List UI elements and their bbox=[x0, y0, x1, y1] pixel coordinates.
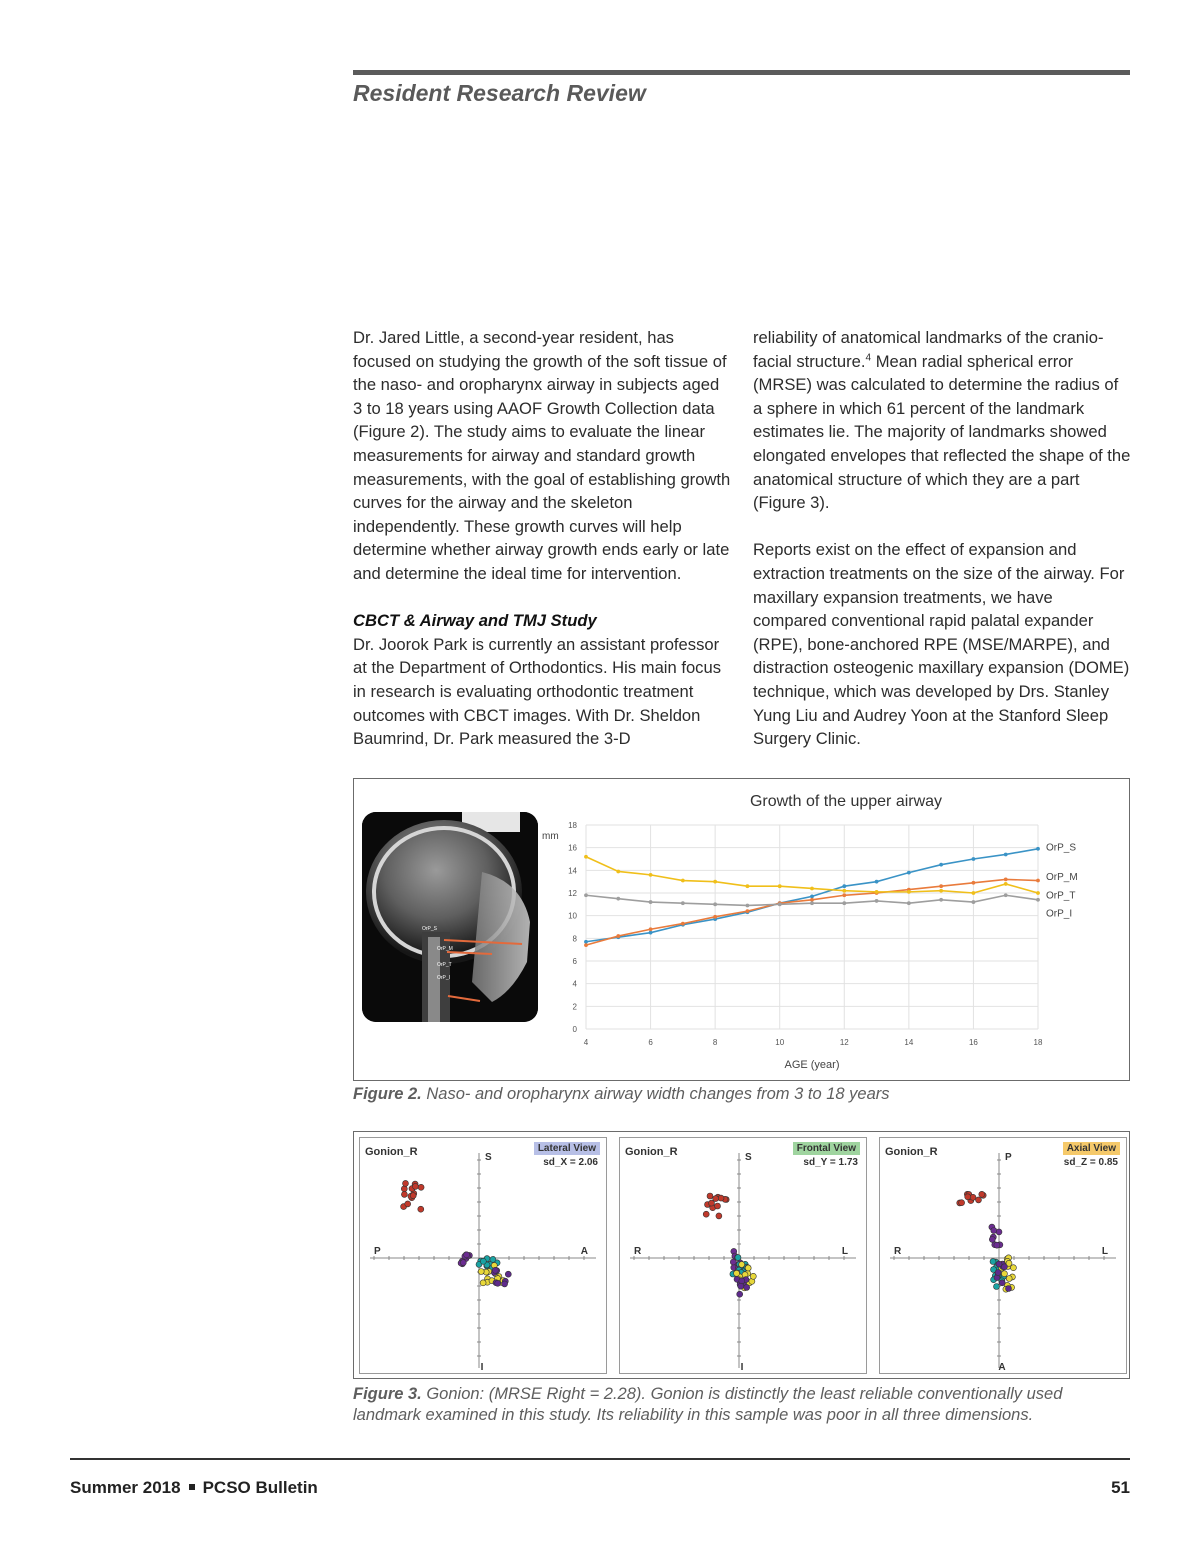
x-tick-label: 14 bbox=[904, 1038, 914, 1047]
axis-label-bottom: A bbox=[998, 1362, 1006, 1373]
y-tick-label: 0 bbox=[572, 1025, 577, 1034]
footer-publication: Summer 2018 PCSO Bulletin bbox=[70, 1478, 318, 1497]
scatter-point bbox=[502, 1281, 508, 1287]
scatter-point bbox=[480, 1280, 486, 1286]
y-tick-label: 16 bbox=[568, 843, 577, 853]
scatter-point bbox=[739, 1262, 745, 1268]
sd-value: sd_X = 2.06 bbox=[543, 1157, 598, 1168]
scatter-point bbox=[999, 1280, 1005, 1286]
scatter-point bbox=[750, 1273, 756, 1279]
legend-orp_m: OrP_M bbox=[1046, 872, 1078, 884]
scatter-point bbox=[1001, 1271, 1007, 1277]
scatter-point bbox=[403, 1180, 409, 1186]
x-axis-label: AGE (year) bbox=[784, 1059, 840, 1071]
axis-label-left: P bbox=[374, 1246, 381, 1257]
data-point bbox=[972, 881, 976, 885]
scatter-point bbox=[492, 1267, 498, 1273]
data-point bbox=[939, 884, 943, 888]
scatter-point bbox=[734, 1270, 740, 1276]
data-point bbox=[875, 899, 879, 903]
legend-orp_t: OrP_T bbox=[1046, 890, 1076, 902]
figure-3-caption: Figure 3. Gonion: (MRSE Right = 2.28). Gonion is distinctly the least reliable conventionally used landmark examined in this study. Its reliability in this sample was poor in all three dimensions. bbox=[353, 1385, 1063, 1424]
scatter-point bbox=[490, 1256, 496, 1262]
data-point bbox=[713, 915, 717, 919]
scatter-point bbox=[418, 1206, 424, 1212]
axis-label-bottom: I bbox=[480, 1362, 484, 1373]
axis-label-bottom: I bbox=[740, 1362, 744, 1373]
data-point bbox=[810, 895, 814, 899]
data-point bbox=[649, 927, 653, 931]
scatter-point bbox=[735, 1255, 741, 1261]
data-point bbox=[713, 902, 717, 906]
data-point bbox=[616, 870, 620, 874]
data-point bbox=[939, 898, 943, 902]
data-point bbox=[972, 857, 976, 861]
axis-label-top: P bbox=[1005, 1152, 1012, 1163]
data-point bbox=[842, 884, 846, 888]
figure-3 bbox=[353, 1131, 1130, 1379]
panel-axial-view bbox=[879, 1137, 1127, 1374]
scatter-point bbox=[965, 1194, 971, 1200]
scatter-point bbox=[715, 1203, 721, 1209]
axis-label-right: A bbox=[580, 1246, 588, 1257]
data-point bbox=[1036, 847, 1040, 851]
data-point bbox=[616, 897, 620, 901]
data-point bbox=[972, 900, 976, 904]
scatter-point bbox=[989, 1236, 995, 1242]
x-tick-label: 16 bbox=[968, 1038, 978, 1047]
scatter-point bbox=[460, 1260, 466, 1266]
data-point bbox=[939, 863, 943, 867]
chart-title: Growth of the upper airway bbox=[749, 793, 943, 810]
data-point bbox=[649, 873, 653, 877]
data-point bbox=[842, 901, 846, 905]
data-point bbox=[1004, 878, 1008, 882]
left-column bbox=[353, 326, 731, 751]
data-point bbox=[584, 855, 588, 859]
paragraph-mrse: reliability of anatomical landmarks of the cranio-facial structure.$^4$ Mean radial spherical error (MRSE) was calculated to determine the radius of a sphere in which 61 percent of the landmark estimates lie. The majority of landmarks showed elongated envelopes that reflected the shape of the anatomical structure of which they are a part (Figure 3). bbox=[753, 328, 1131, 513]
scatter-point bbox=[505, 1271, 511, 1277]
scatter-point bbox=[994, 1284, 1000, 1290]
figure-2-caption: Figure 2. Naso- and oropharynx airway width changes from 3 to 18 years bbox=[353, 1085, 890, 1103]
data-point bbox=[746, 904, 750, 908]
scatter-point bbox=[979, 1191, 985, 1197]
footnote-ref: 4 bbox=[865, 352, 872, 364]
y-tick-label: 6 bbox=[572, 957, 577, 966]
data-point bbox=[810, 898, 814, 902]
data-point bbox=[1036, 879, 1040, 883]
y-tick-label: 14 bbox=[568, 866, 577, 876]
xray-label-m: OrP_M bbox=[437, 946, 453, 952]
scatter-point bbox=[478, 1269, 484, 1275]
scatter-point bbox=[480, 1258, 486, 1264]
x-tick-label: 12 bbox=[839, 1038, 849, 1047]
data-point bbox=[907, 901, 911, 905]
data-point bbox=[616, 934, 620, 938]
data-point bbox=[907, 890, 911, 894]
x-tick-label: 4 bbox=[583, 1038, 589, 1047]
scatter-point bbox=[412, 1183, 418, 1189]
data-point bbox=[1004, 893, 1008, 897]
panel-title: Gonion_R bbox=[625, 1146, 678, 1158]
data-point bbox=[649, 931, 653, 935]
scatter-point bbox=[1006, 1286, 1012, 1292]
scatter-point bbox=[495, 1280, 501, 1286]
view-badge: Axial View bbox=[1063, 1142, 1120, 1155]
x-tick-label: 10 bbox=[775, 1038, 785, 1047]
panel-title: Gonion_R bbox=[885, 1146, 938, 1158]
y-tick-label: 18 bbox=[568, 821, 577, 830]
section-title: Resident Research Review bbox=[353, 80, 646, 106]
scatter-point bbox=[990, 1259, 996, 1265]
xray-label-i: OrP_I bbox=[437, 975, 451, 981]
paragraph-park: Dr. Joorok Park is currently an assistant professor at the Department of Orthodontics. His main focus in research is evaluating orthodontic treatment outcomes with CBCT images. With Dr. Sheldon Baumrind, Dr. Park measured the 3-D bbox=[353, 634, 721, 749]
data-point bbox=[1004, 882, 1008, 886]
panel-title: Gonion_R bbox=[365, 1146, 418, 1158]
data-point bbox=[746, 884, 750, 888]
axis-label-left: R bbox=[894, 1246, 902, 1257]
scatter-point bbox=[418, 1184, 424, 1190]
sd-value: sd_Y = 1.73 bbox=[803, 1157, 858, 1168]
data-point bbox=[713, 880, 717, 884]
data-point bbox=[1004, 853, 1008, 857]
scatter-point bbox=[405, 1201, 411, 1207]
xray-label-t: OrP_T bbox=[437, 962, 452, 968]
data-point bbox=[681, 922, 685, 926]
scatter-point bbox=[745, 1265, 751, 1271]
data-point bbox=[1036, 898, 1040, 902]
view-badge: Lateral View bbox=[534, 1142, 600, 1155]
data-point bbox=[649, 900, 653, 904]
data-point bbox=[810, 887, 814, 891]
cephalometric-xray bbox=[362, 812, 538, 1022]
subhead-cbct: CBCT & Airway and TMJ Study bbox=[353, 611, 597, 631]
paragraph-expansion: Reports exist on the effect of expansion and extraction treatments on the size of the airway. For maxillary expansion treatments, we have compared conventional rapid palatal expander (RPE), bone-anchored RPE (MSE/MARPE), and distraction osteogenic maxillary expansion (DOME) technique, which was developed by Drs. Stanley Yung Liu and Audrey Yoon at the Stanford Sleep Surgery Clinic. bbox=[753, 540, 1130, 749]
scatter-point bbox=[994, 1242, 1000, 1248]
axis-label-left: R bbox=[634, 1246, 642, 1257]
scatter-point bbox=[959, 1200, 965, 1206]
data-point bbox=[907, 871, 911, 875]
legend-orp_i: OrP_I bbox=[1046, 908, 1073, 920]
scatter-point bbox=[1001, 1264, 1007, 1270]
x-tick-label: 8 bbox=[712, 1038, 718, 1047]
scatter-point bbox=[716, 1213, 722, 1219]
scatter-point bbox=[464, 1252, 470, 1258]
scatter-point bbox=[738, 1283, 744, 1289]
data-point bbox=[810, 901, 814, 905]
footer-rule bbox=[70, 1458, 1130, 1460]
y-tick-label: 10 bbox=[568, 911, 577, 921]
scatter-point bbox=[707, 1193, 713, 1199]
data-point bbox=[972, 891, 976, 895]
data-point bbox=[584, 943, 588, 947]
axis-label-right: L bbox=[841, 1246, 848, 1257]
scatter-point bbox=[410, 1193, 416, 1199]
data-point bbox=[939, 889, 943, 893]
x-tick-label: 18 bbox=[1033, 1038, 1043, 1047]
data-point bbox=[842, 889, 846, 893]
legend-orp_s: OrP_S bbox=[1046, 842, 1077, 854]
figure-2 bbox=[353, 778, 1130, 1081]
y-tick-label: 12 bbox=[568, 889, 577, 898]
top-rule bbox=[353, 70, 1130, 75]
data-point bbox=[778, 902, 782, 906]
scatter-point bbox=[744, 1284, 750, 1290]
scatter-point bbox=[995, 1270, 1001, 1276]
paragraph-little: Dr. Jared Little, a second-year resident, has focused on studying the growth of the soft tissue of the naso- and oropharynx airway in subjects aged 3 to 18 years using AAOF Growth Collection data (Figure 2). The study aims to evaluate the linear measurements for airway and standard growth measurements, with the goal of establishing growth curves for the airway and the skeleton independently. These growth curves will help determine whether airway growth ends early or late and determine the ideal time for intervention. bbox=[353, 328, 731, 583]
y-axis-label: mm bbox=[542, 831, 559, 842]
scatter-point bbox=[401, 1186, 407, 1192]
data-point bbox=[875, 880, 879, 884]
data-point bbox=[584, 940, 588, 944]
data-point bbox=[1036, 891, 1040, 895]
scatter-point bbox=[713, 1196, 719, 1202]
panel-frontal-view bbox=[619, 1137, 867, 1374]
data-point bbox=[681, 879, 685, 883]
scatter-point bbox=[996, 1261, 1002, 1267]
axis-label-top: S bbox=[745, 1152, 752, 1163]
view-badge: Frontal View bbox=[793, 1142, 860, 1155]
scatter-point bbox=[737, 1291, 743, 1297]
airway-growth-chart bbox=[540, 781, 1128, 1077]
page-number: 51 bbox=[1111, 1478, 1130, 1497]
data-point bbox=[584, 893, 588, 897]
data-point bbox=[746, 909, 750, 913]
data-point bbox=[875, 890, 879, 894]
sd-value: sd_Z = 0.85 bbox=[1063, 1157, 1118, 1168]
xray-label-s: OrP_S bbox=[422, 926, 438, 932]
scatter-point bbox=[401, 1191, 407, 1197]
scatter-point bbox=[703, 1211, 709, 1217]
data-point bbox=[681, 901, 685, 905]
scatter-point bbox=[1006, 1276, 1012, 1282]
data-point bbox=[842, 893, 846, 897]
scatter-point bbox=[991, 1228, 997, 1234]
y-tick-label: 8 bbox=[572, 934, 577, 944]
panel-lateral-view bbox=[359, 1137, 607, 1374]
x-tick-label: 6 bbox=[648, 1038, 653, 1047]
axis-label-right: L bbox=[1101, 1246, 1108, 1257]
data-point bbox=[778, 884, 782, 888]
y-tick-label: 2 bbox=[572, 1002, 577, 1012]
scatter-point bbox=[976, 1197, 982, 1203]
axis-label-top: S bbox=[485, 1152, 492, 1163]
y-tick-label: 4 bbox=[572, 979, 577, 989]
right-column bbox=[753, 326, 1131, 751]
